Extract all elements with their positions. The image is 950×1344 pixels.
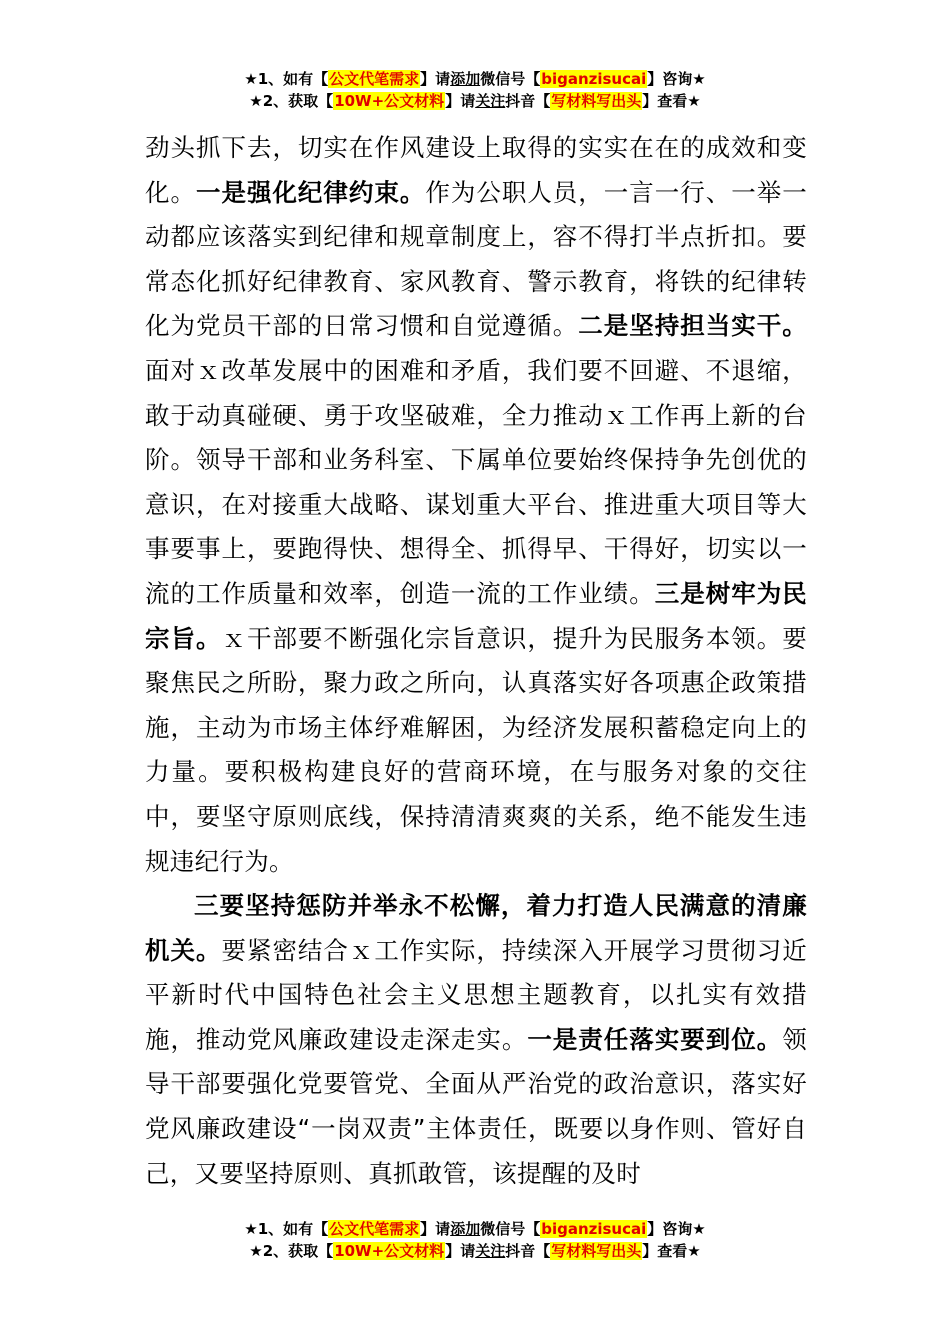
- banner-highlight: 公文代笔需求: [329, 1220, 420, 1238]
- banner-text: 抖音【: [505, 1242, 551, 1260]
- banner-text: 微信号【: [480, 1220, 541, 1238]
- banner-highlight: 公文代笔需求: [329, 70, 420, 88]
- header-banner-line-2: [0, 90, 950, 112]
- banner-highlight-wechat-id: biganzisucai: [541, 70, 647, 88]
- footer-banner-line-1: [0, 1218, 950, 1240]
- banner-underlined-text: 添加: [450, 70, 481, 88]
- banner-highlight: 10W+公文材料: [334, 92, 445, 110]
- banner-text: 】查看★: [642, 92, 701, 110]
- banner-text: ★1、如有【: [244, 70, 329, 88]
- document-body: [145, 126, 807, 1196]
- banner-text: 】请: [420, 1220, 451, 1238]
- banner-text: 】请: [420, 70, 451, 88]
- banner-underlined-text: 关注: [475, 1242, 506, 1260]
- banner-text: 】咨询★: [647, 70, 706, 88]
- paragraph-text: 作为公职人员，一言一行、一举一动都应该落实到纪律和规章制度上，容不得打半点折扣。要常态化抓好纪律教育、家风教育、警示教育，将铁的纪律转化为党员干部的日常习惯和自觉遵循。: [145, 177, 807, 341]
- paragraph-1: [145, 126, 807, 884]
- banner-highlight-douyin: 写材料写出头: [551, 92, 642, 110]
- banner-text: 微信号【: [480, 70, 541, 88]
- paragraph-text: 领导干部要强化党要管党、全面从严治党的政治意识，落实好党风廉政建设“一岗双责”主体责任，既要以身作则、管好自己，又要坚持原则、真抓敢管，该提醒的及时: [145, 1024, 807, 1188]
- banner-underlined-text: 添加: [450, 1220, 481, 1238]
- banner-text: 】查看★: [642, 1242, 701, 1260]
- paragraph-text: 要紧密结合ｘ工作实际，持续深入开展学习贯彻习近平新时代中国特色社会主义思想主题教育，以扎实有效措施，推动党风廉政建设走深走实。: [145, 935, 807, 1054]
- header-banner-line-1: [0, 68, 950, 90]
- bold-heading: 一是责任落实要到位。: [527, 1024, 783, 1054]
- banner-text: 抖音【: [505, 92, 551, 110]
- paragraph-text: 劲头抓下去，切实在作风建设上取得的实实在在的成效和变化。: [145, 133, 807, 207]
- bold-heading: 一是强化纪律约束。: [195, 177, 426, 207]
- banner-highlight-wechat-id: biganzisucai: [541, 1220, 647, 1238]
- banner-text: ★2、获取【: [249, 1242, 334, 1260]
- paragraph-text: ｘ干部要不断强化宗旨意识，提升为民服务本领。要聚焦民之所盼，聚力政之所向，认真落实好各项惠企政策措施，主动为市场主体纾难解困，为经济发展积蓄稳定向上的力量。要积极构建良好的营商环境，在与服务对象的交往中，要坚守原则底线，保持清清爽爽的关系，绝不能发生违规违纪行为。: [145, 623, 807, 876]
- banner-text: 】请: [445, 1242, 476, 1260]
- banner-underlined-text: 关注: [475, 92, 506, 110]
- footer-banner-line-2: [0, 1240, 950, 1262]
- bold-heading: 三是树牢为民宗旨。: [145, 578, 807, 653]
- banner-text: 】请: [445, 92, 476, 110]
- paragraph-2: [145, 884, 807, 1196]
- banner-text: ★1、如有【: [244, 1220, 329, 1238]
- banner-highlight: 10W+公文材料: [334, 1242, 445, 1260]
- banner-highlight-douyin: 写材料写出头: [551, 1242, 642, 1260]
- banner-text: 】咨询★: [647, 1220, 706, 1238]
- footer-banner: [0, 1218, 950, 1262]
- banner-text: ★2、获取【: [249, 92, 334, 110]
- paragraph-text: 面对ｘ改革发展中的困难和矛盾，我们要不回避、不退缩，敢于动真碰硬、勇于攻坚破难，全力推动ｘ工作再上新的台阶。领导干部和业务科室、下属单位要始终保持争先创优的意识，在对接重大战略、谋划重大平台、推进重大项目等大事要事上，要跑得快、想得全、抓得早、干得好，切实以一流的工作质量和效率，创造一流的工作业绩。: [145, 355, 807, 608]
- bold-heading: 二是坚持担当实干。: [578, 311, 807, 341]
- bold-heading: 三要坚持惩防并举永不松懈，着力打造人民满意的清廉机关。: [145, 891, 807, 965]
- header-banner: [0, 68, 950, 112]
